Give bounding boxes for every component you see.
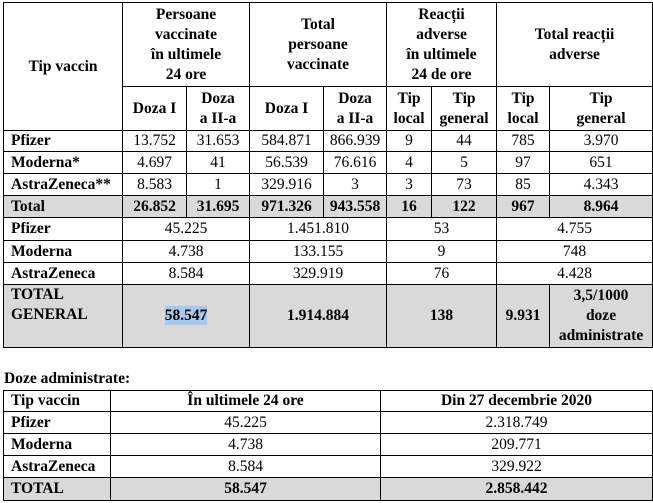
reactions-total: 4.428 (497, 263, 653, 285)
total-label: TOTAL (4, 478, 111, 501)
vaccinated-24h-dose-1-total: 26.852 (123, 196, 187, 218)
vaccine-name: Moderna (4, 434, 111, 456)
subheader-vaccinated-24h-dose-1: Doza I (123, 87, 187, 131)
doses-total-row (4, 478, 653, 501)
reactions-total-local: 85 (497, 174, 550, 196)
vaccinated-total-dose-2: 866.939 (324, 131, 387, 152)
subheader-reactions-total-local: Tip local (497, 87, 550, 131)
header-adverse-reactions-last-24h: Reacții adverse în ultimele 24 de ore (387, 3, 497, 87)
reactions-24h-local-total: 16 (387, 196, 432, 218)
reactions-total-general: 4.343 (550, 174, 653, 196)
subheader-vaccinated-24h-dose-2: Doza a II-a (187, 87, 250, 131)
dose-row-moderna (4, 152, 653, 174)
vaccine-name: Moderna (4, 241, 123, 263)
vaccinated-24h-dose-2: 1 (187, 174, 250, 196)
subheader-reactions-total-general: Tip general (550, 87, 653, 131)
header-vaccinated-last-24h: Persoane vaccinate în ultimele 24 ore (123, 3, 250, 87)
vaccinated-total-dose-1: 584.871 (250, 131, 324, 152)
combined-row-pfizer (4, 218, 653, 241)
vaccinated-24h: 8.584 (123, 263, 250, 285)
reactions-24h-general: 44 (432, 131, 497, 152)
doses-row-astrazeneca (4, 456, 653, 478)
doses-since-start: 2.318.749 (381, 412, 653, 434)
dose-row-astrazeneca (4, 174, 653, 196)
header-adverse-reactions-total: Total reacții adverse (497, 3, 653, 87)
vaccine-name: AstraZeneca (4, 456, 111, 478)
reactions-total-general: 651 (550, 152, 653, 174)
dose-total-row (4, 196, 653, 218)
vaccinated-total-dose-2: 76.616 (324, 152, 387, 174)
subheader-reactions-24h-local: Tip local (387, 87, 432, 131)
vaccinated-grand-total: 1.914.884 (250, 285, 387, 348)
total-general-row (4, 285, 653, 348)
report-table-body (4, 131, 653, 348)
total-label: Total (4, 196, 123, 218)
administered-doses-table (3, 390, 653, 501)
reactions-total: 4.755 (497, 218, 653, 241)
vaccine-name: Pfizer (4, 412, 111, 434)
reactions-total-local: 97 (497, 152, 550, 174)
reactions-total-general: 3.970 (550, 131, 653, 152)
header-vaccinated-total: Total persoane vaccinate (250, 3, 387, 87)
dose-row-pfizer (4, 131, 653, 152)
vaccinated-total-dose-1: 56.539 (250, 152, 324, 174)
vaccinated-24h: 45.225 (123, 218, 250, 241)
doses-header-row (4, 391, 653, 412)
vaccinated-total: 133.155 (250, 241, 387, 263)
doses-since-start: 209.771 (381, 434, 653, 456)
vaccinated-24h-dose-1: 13.752 (123, 131, 187, 152)
subheader-vaccinated-total-dose-2: Doza a II-a (324, 87, 387, 131)
vaccinated-24h-dose-2: 41 (187, 152, 250, 174)
doses-last-24h: 45.225 (111, 412, 381, 434)
vaccinated-24h-grand-total (123, 285, 250, 348)
vaccine-name: AstraZeneca (4, 263, 123, 285)
subheader-vaccinated-total-dose-1: Doza I (250, 87, 324, 131)
reactions-24h-grand-total: 138 (387, 285, 497, 348)
selected-text: 58.547 (164, 307, 208, 324)
doses-table-header (4, 391, 653, 412)
reactions-grand-total: 9.931 (497, 285, 550, 348)
vaccinated-24h: 4.738 (123, 241, 250, 263)
vaccination-report-table (3, 2, 653, 348)
subheader-reactions-24h-general: Tip general (432, 87, 497, 131)
vaccinated-total-dose-1: 329.916 (250, 174, 324, 196)
vaccinated-total-dose-2: 3 (324, 174, 387, 196)
reactions-total-general-total: 8.964 (550, 196, 653, 218)
reactions-24h-general: 73 (432, 174, 497, 196)
vaccine-name: Pfizer (4, 218, 123, 241)
reactions-24h-local: 4 (387, 152, 432, 174)
header-since-start: Din 27 decembrie 2020 (381, 391, 653, 412)
vaccinated-24h-dose-2-total: 31.695 (187, 196, 250, 218)
vaccinated-24h-dose-1: 4.697 (123, 152, 187, 174)
doses-since-start-total: 2.858.442 (381, 478, 653, 501)
reaction-rate: 3,5/1000 doze administrate (550, 285, 653, 348)
vaccinated-24h-dose-1: 8.583 (123, 174, 187, 196)
doses-table-body (4, 412, 653, 501)
reactions-24h-local: 3 (387, 174, 432, 196)
vaccinated-total: 1.451.810 (250, 218, 387, 241)
doses-since-start: 329.922 (381, 456, 653, 478)
vaccinated-total-dose-1-total: 971.326 (250, 196, 324, 218)
doses-last-24h: 8.584 (111, 456, 381, 478)
doses-row-moderna (4, 434, 653, 456)
vaccine-name: Pfizer (4, 131, 123, 152)
header-row-groups (4, 3, 653, 87)
reactions-24h: 9 (387, 241, 497, 263)
total-general-label: TOTAL GENERAL (4, 285, 123, 348)
vaccinated-24h-dose-2: 31.653 (187, 131, 250, 152)
vaccine-name: Moderna* (4, 152, 123, 174)
vaccinated-total: 329.919 (250, 263, 387, 285)
reactions-total-local: 785 (497, 131, 550, 152)
header-vaccine-type: Tip vaccin (4, 3, 123, 131)
reactions-24h: 53 (387, 218, 497, 241)
doses-last-24h-total: 58.547 (111, 478, 381, 501)
header-vaccine-type: Tip vaccin (4, 391, 111, 412)
doses-row-pfizer (4, 412, 653, 434)
doses-last-24h: 4.738 (111, 434, 381, 456)
header-last-24h: În ultimele 24 ore (111, 391, 381, 412)
vaccine-name: AstraZeneca** (4, 174, 123, 196)
combined-row-moderna (4, 241, 653, 263)
reactions-24h-general-total: 122 (432, 196, 497, 218)
reactions-total-local-total: 967 (497, 196, 550, 218)
combined-row-astrazeneca (4, 263, 653, 285)
reactions-total: 748 (497, 241, 653, 263)
reactions-24h-local: 9 (387, 131, 432, 152)
vaccinated-total-dose-2-total: 943.558 (324, 196, 387, 218)
reactions-24h-general: 5 (432, 152, 497, 174)
doses-section-title: Doze administrate: (4, 370, 131, 387)
report-table-header (4, 3, 653, 131)
reactions-24h: 76 (387, 263, 497, 285)
